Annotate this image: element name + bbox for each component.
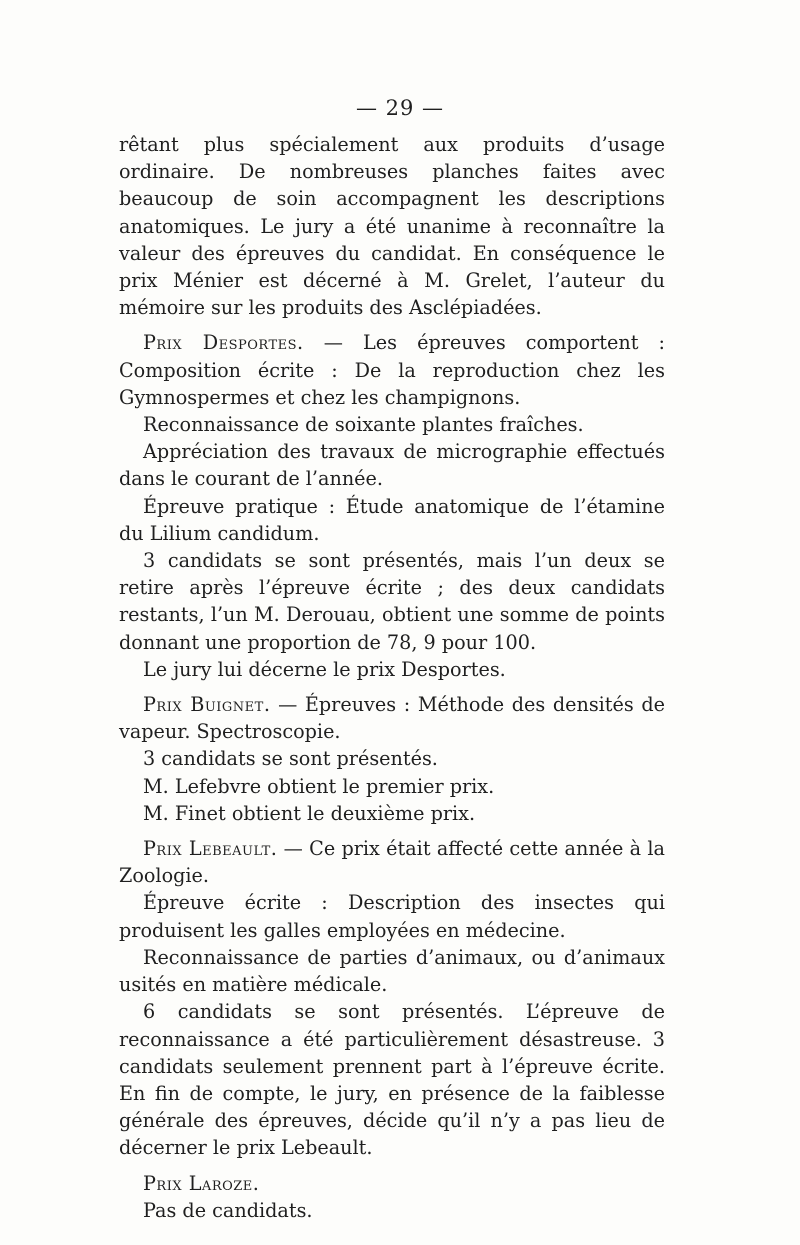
paragraph-lefebvre: M. Lefebvre obtient le premier prix. [143, 774, 495, 798]
paragraph-laroze-candidats: Pas de candidats. [143, 1198, 313, 1222]
heading-prix-desportes: Prix Desportes. [143, 331, 304, 355]
paragraph-epreuve-pratique: Épreuve pratique : Étude anatomique de l’étamine du Lilium candidum. [119, 494, 665, 545]
paragraph-desportes-candidats: 3 candidats se sont présentés, mais l’un deux se retire après l’épreuve écrite ; des deux candidats restants, l’un M. Derouau, obtient une somme de points donnant une proportion de 78, 9 pour 100. [119, 549, 665, 654]
paragraph-prix-lebeault [119, 835, 665, 889]
body-text [119, 131, 665, 1224]
paragraph-prix-desportes [119, 329, 665, 411]
paragraph-prix-lebeault-text: — Ce prix était affecté cette année à la Zoologie. [119, 837, 665, 888]
heading-prix-laroze: Prix Laroze. [143, 1171, 260, 1195]
paragraph-menier-conclusion: rêtant plus spécialement aux produits d’usage ordinaire. De nombreuses planches faites avec beaucoup de soin accompagnent les descriptions anatomiques. Le jury a été unanime à reconnaître la valeur des épreuves du candidat. En conséquence le prix Ménier est décerné à M. Grelet, l’auteur du mémoire sur les produits des Asclépiadées. [119, 133, 665, 320]
paragraph-prix-desportes-text: — Les épreuves comportent : Composition écrite : De la reproduction chez les Gymnospermes et chez les champignons. [119, 331, 665, 409]
paragraph-finet: M. Finet obtient le deuxième prix. [143, 801, 476, 825]
page-number: — 29 — [355, 96, 445, 120]
paragraph-prix-buignet [119, 691, 665, 745]
paragraph-epreuve-ecrite: Épreuve écrite : Description des insectes qui produisent les galles employées en médecine. [119, 891, 665, 942]
paragraph-prix-laroze [119, 1170, 665, 1197]
paragraph-lebeault-candidats: 6 candidats se sont présentés. L’épreuve de reconnaissance a été particulièrement désastreuse. 3 candidats seulement prennent part à l’épreuve écrite. En fin de compte, le jury, en présence de la faiblesse générale des épreuves, décide qu’il n’y a pas lieu de décerner le prix Lebeault. [119, 1000, 665, 1160]
paragraph-buignet-candidats: 3 candidats se sont présentés. [143, 747, 438, 771]
paragraph-prix-buignet-text: — Épreuves : Méthode des densités de vapeur. Spectroscopie. [119, 693, 665, 744]
paragraph-reconnaissance-plantes: Reconnaissance de soixante plantes fraîches. [143, 413, 584, 437]
heading-prix-buignet: Prix Buignet. [143, 693, 271, 717]
paragraph-desportes-decision: Le jury lui décerne le prix Desportes. [143, 657, 506, 681]
heading-prix-lebeault: Prix Lebeault. [143, 837, 278, 861]
paragraph-micrographie: Appréciation des travaux de micrographie effectués dans le courant de l’année. [119, 440, 665, 491]
paragraph-reconnaissance-animaux: Reconnaissance de parties d’animaux, ou d’animaux usités en matière médicale. [119, 945, 665, 997]
